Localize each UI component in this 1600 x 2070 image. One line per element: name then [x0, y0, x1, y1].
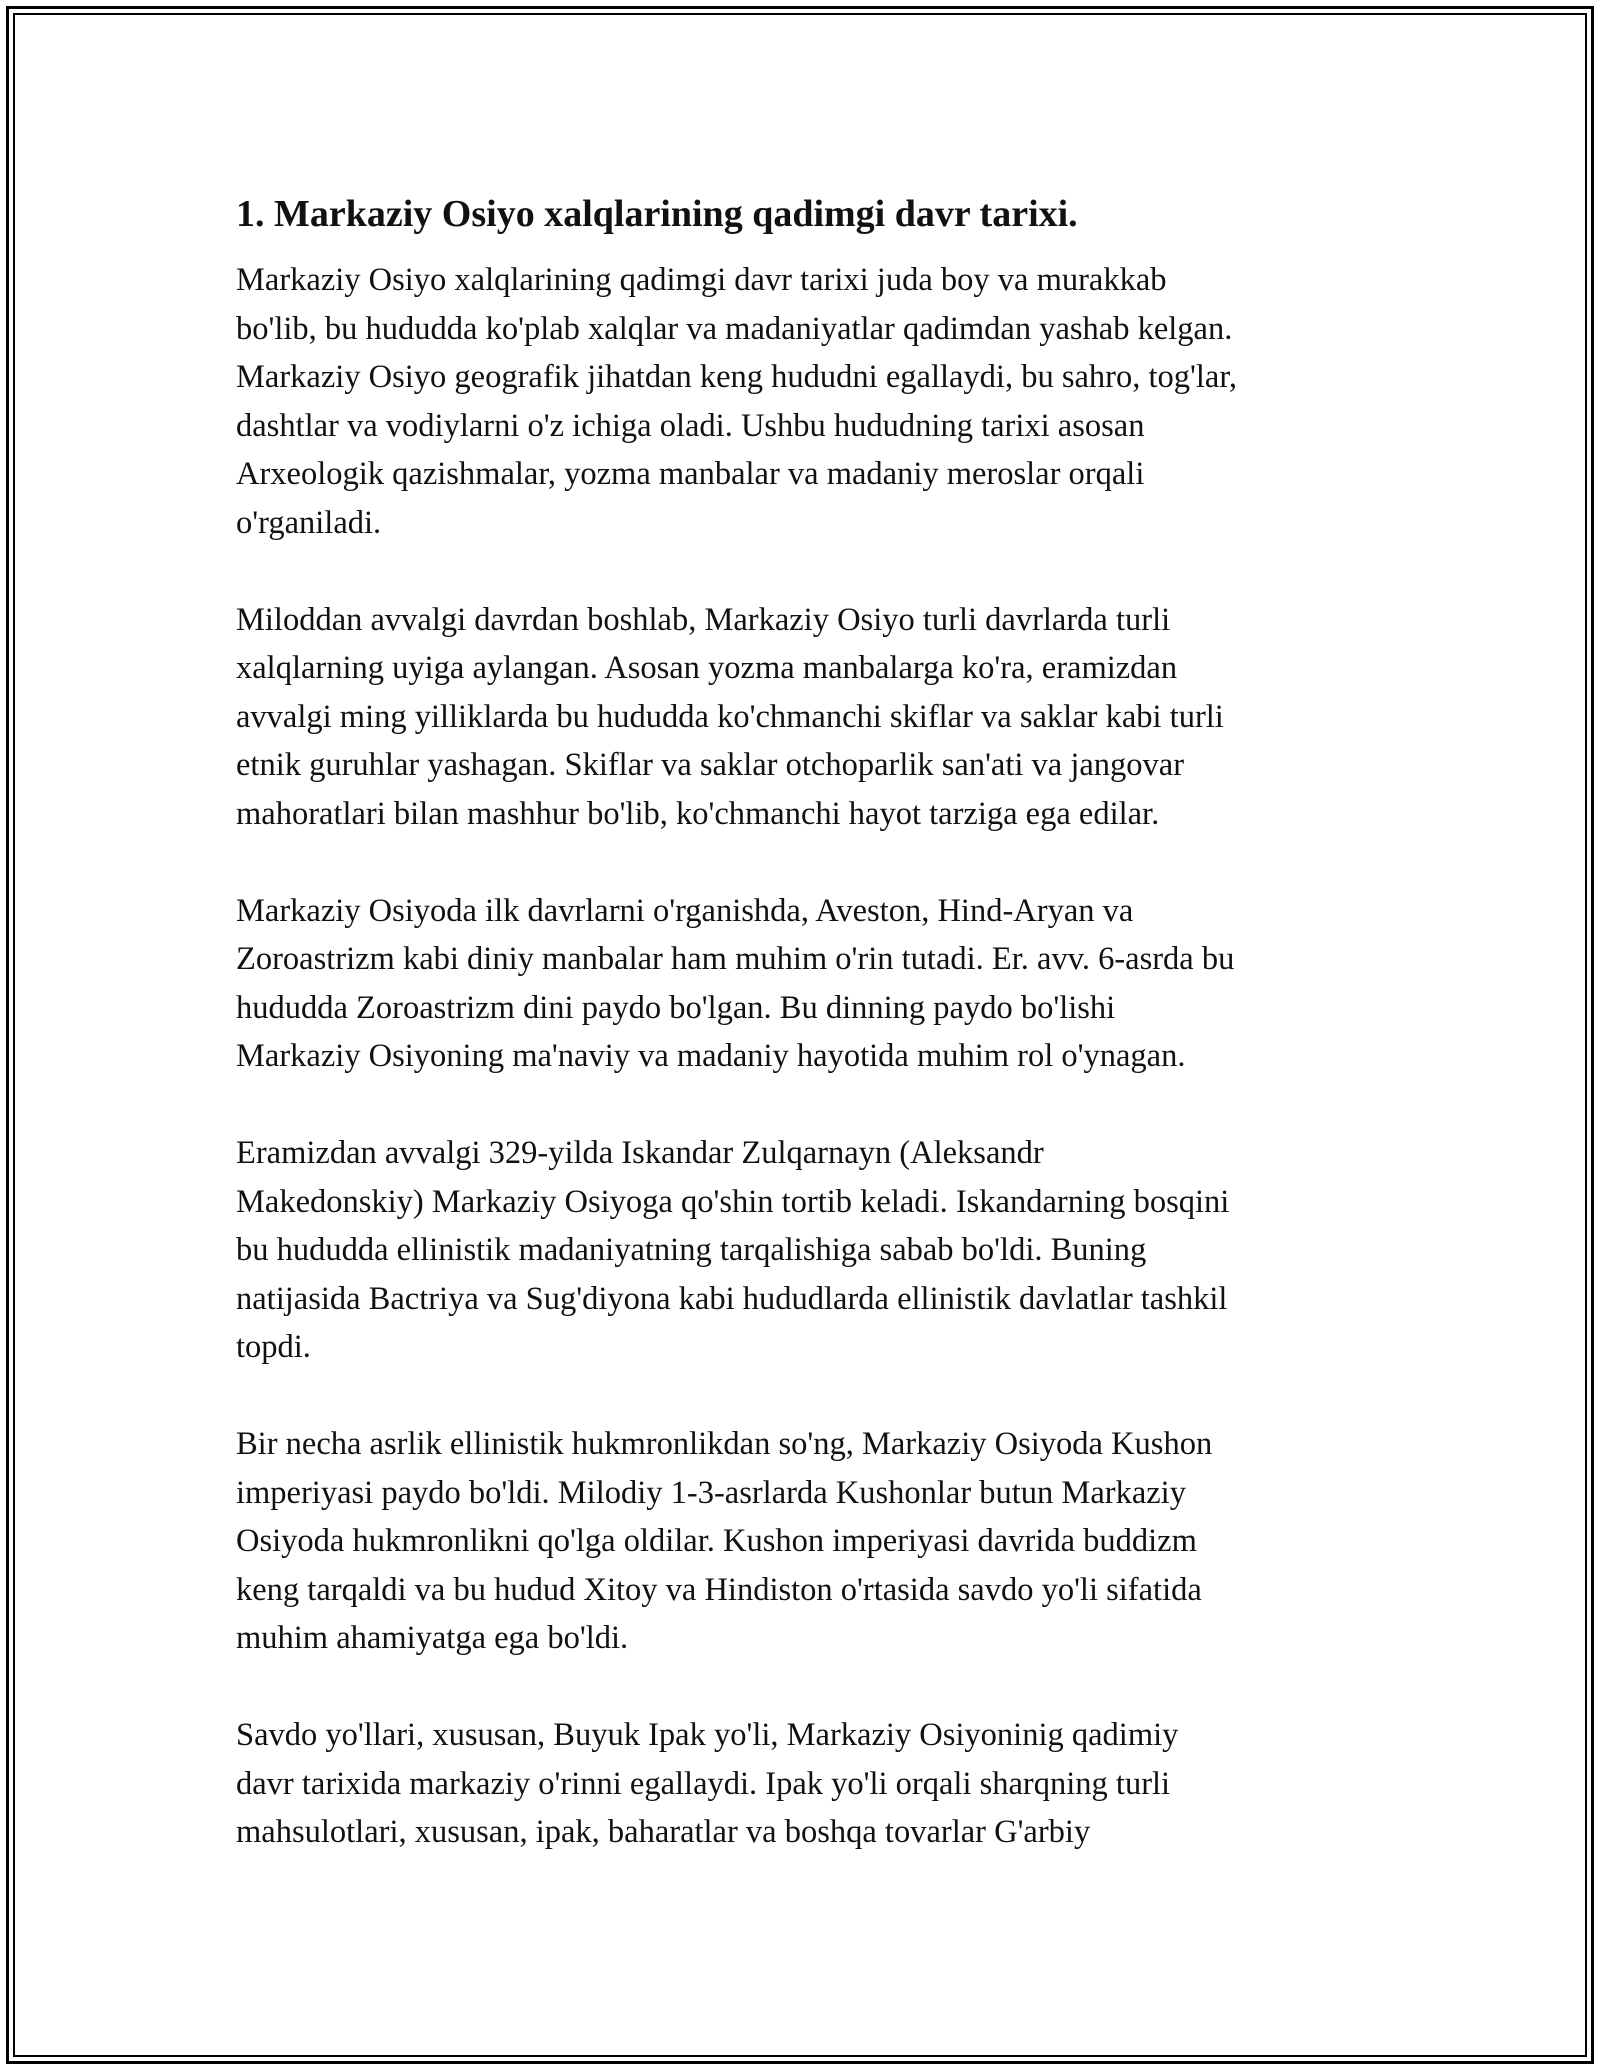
- paragraph: Markaziy Osiyoda ilk davrlarni o'rganishda, Aveston, Hind-Aryan va Zoroastrizm kabi diniy manbalar ham muhim o'rin tutadi. Er. avv. 6-asrda bu hududda Zoroastrizm dini paydo bo'lgan. Bu dinning paydo bo'lishi Markaziy Osiyoning ma'naviy va madaniy hayotida muhim rol o'ynagan.: [236, 892, 1235, 1074]
- paragraph: Miloddan avvalgi davrdan boshlab, Markaziy Osiyo turli davrlarda turli xalqlarning uyiga aylangan. Asosan yozma manbalarga ko'ra, eramizdan avvalgi ming yilliklarda bu hududda ko'chmanchi skiflar va saklar kabi turli etnik guruhlar yashagan. Skiflar va saklar otchoparlik san'ati va jangovar mahoratlari bilan mashhur bo'lib, ko'chmanchi hayot tarziga ega edilar.: [236, 601, 1224, 832]
- document-title: 1. Markaziy Osiyo xalqlarining qadimgi davr tarixi.: [236, 193, 1078, 235]
- paragraph: Markaziy Osiyo xalqlarining qadimgi davr tarixi juda boy va murakkab bo'lib, bu hududda ko'plab xalqlar va madaniyatlar qadimdan yashab kelgan. Markaziy Osiyo geografik jihatdan keng hududni egallaydi, bu sahro, tog'lar, dashtlar va vodiylarni o'z ichiga oladi. Ushbu hududning tarixi asosan Arxeologik qazishmalar, yozma manbalar va madaniy meroslar orqali o'rganiladi.: [236, 262, 1237, 541]
- paragraph: Savdo yo'llari, xususan, Buyuk Ipak yo'li, Markaziy Osiyoninig qadimiy davr tarixida markaziy o'rinni egallaydi. Ipak yo'li orqali sharqning turli mahsulotlari, xususan, ipak, baharatlar va boshqa tovarlar G'arbiy: [236, 1717, 1179, 1850]
- paragraph: Bir necha asrlik ellinistik hukmronlikdan so'ng, Markaziy Osiyoda Kushon imperiyasi paydo bo'ldi. Milodiy 1-3-asrlarda Kushonlar butun Markaziy Osiyoda hukmronlikni qo'lga oldilar. Kushon imperiyasi davrida buddizm keng tarqaldi va bu hudud Xitoy va Hindiston o'rtasida savdo yo'li sifatida muhim ahamiyatga ega bo'ldi.: [236, 1426, 1213, 1656]
- document-body: [236, 188, 1376, 1857]
- paragraph: Eramizdan avvalgi 329-yilda Iskandar Zulqarnayn (Aleksandr Makedonskiy) Markaziy Osiyoga qo'shin tortib keladi. Iskandarning bosqini bu hududda ellinistik madaniyatning tarqalishiga sabab bo'ldi. Buning natijasida Bactriya va Sug'diyona kabi hududlarda ellinistik davlatlar tashkil topdi.: [236, 1135, 1230, 1365]
